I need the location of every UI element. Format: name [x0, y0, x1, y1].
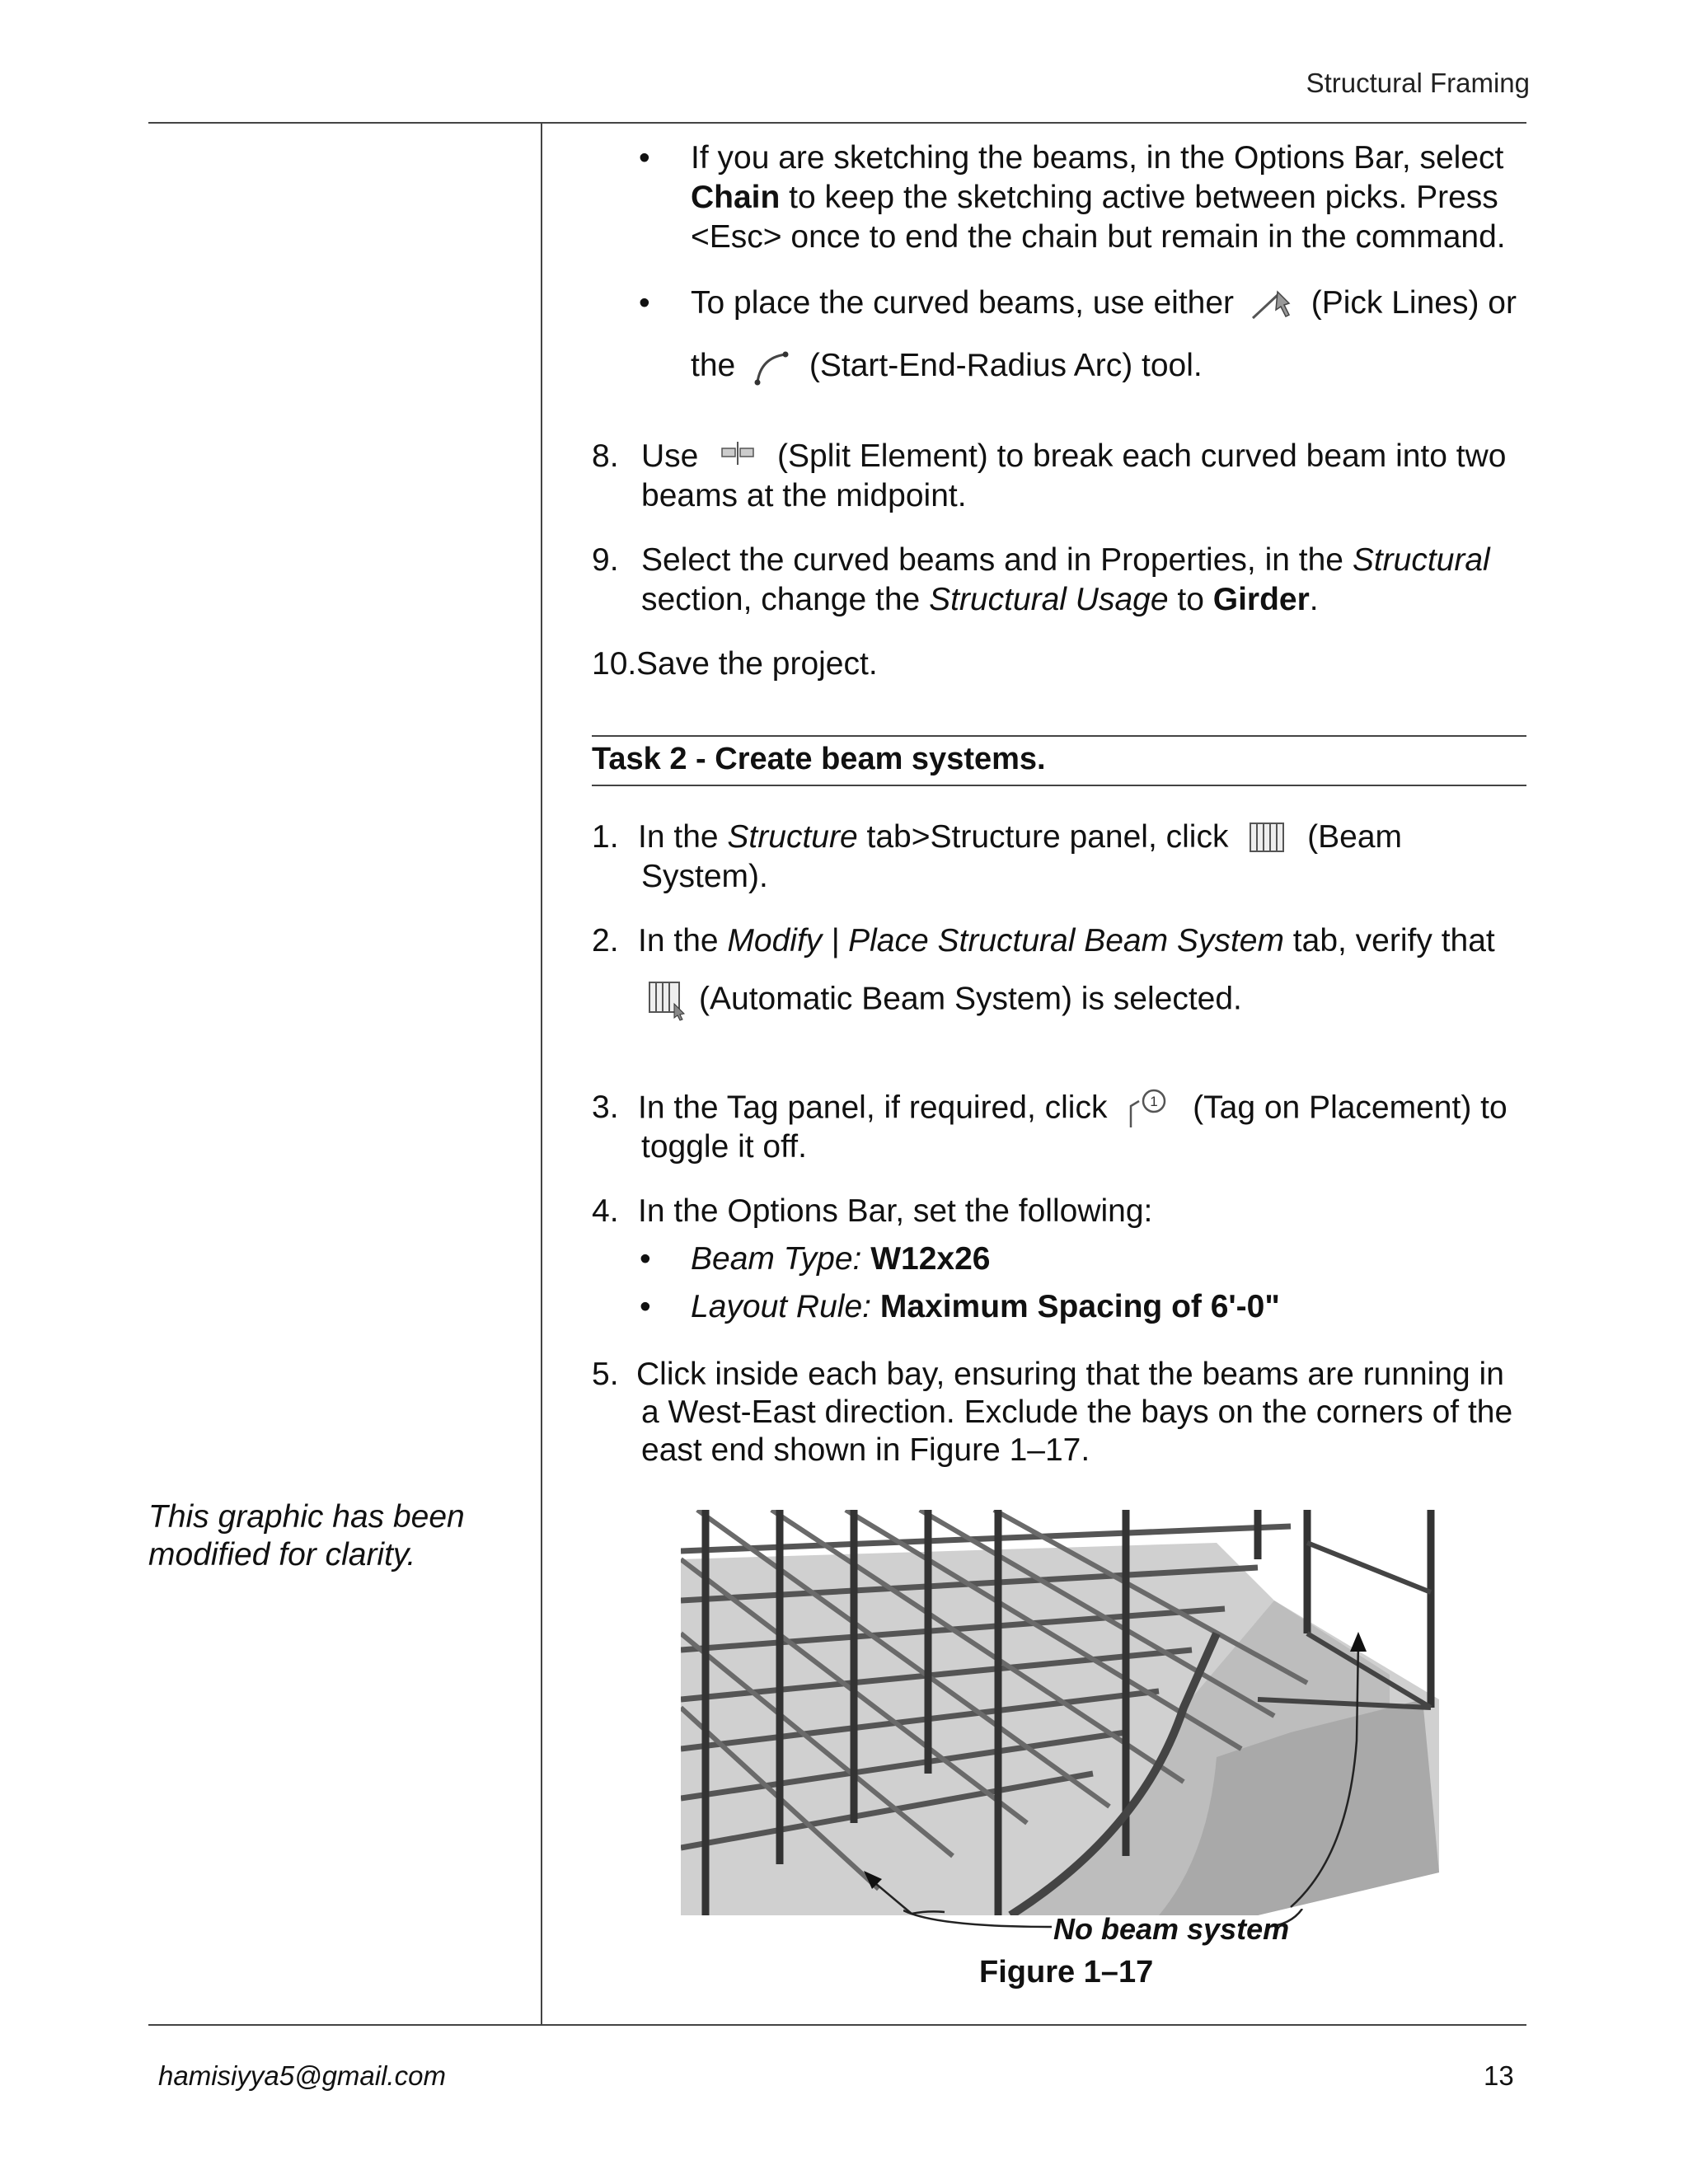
- text-run: In the: [638, 923, 728, 958]
- task-rule-top: [592, 735, 1526, 737]
- text-line: [691, 178, 1531, 218]
- split-element-icon: [714, 440, 762, 476]
- text-line: Click inside each bay, ensuring that the beams are running in: [636, 1357, 1504, 1392]
- text-line: In the Options Bar, set the following:: [638, 1193, 1153, 1229]
- text-line: [638, 1088, 1528, 1131]
- text-line: [638, 921, 1528, 961]
- text-line: east end shown in Figure 1–17.: [641, 1432, 1090, 1468]
- bullet-dot: •: [640, 1289, 651, 1324]
- pick-lines-icon: [1248, 287, 1297, 323]
- text-run: tab, verify that: [1283, 923, 1495, 958]
- italic-term: Structural: [1352, 542, 1490, 578]
- step-number: 5.: [592, 1357, 619, 1392]
- text-run: (Tag on Placement) to: [1193, 1090, 1507, 1126]
- text-line: Save the project.: [636, 646, 878, 682]
- text-run: Select the curved beams and in Properties, in the: [641, 542, 1353, 578]
- text-run: .: [1309, 582, 1319, 617]
- step-number: 10.: [592, 646, 637, 682]
- step-number: 9.: [592, 542, 619, 578]
- beam-system-icon: [1247, 820, 1288, 858]
- header-rule: [148, 122, 1526, 124]
- task-heading: Task 2 - Create beam systems.: [592, 742, 1046, 776]
- text-line: <Esc> once to end the chain but remain in the command.: [691, 219, 1506, 255]
- text-line: [638, 818, 1528, 858]
- side-note: [148, 1498, 465, 1574]
- text-line: If you are sketching the beams, in the Options Bar, select: [691, 140, 1504, 176]
- text-line: [691, 284, 1531, 323]
- text-line: a West-East direction. Exclude the bays on the corners of the: [641, 1394, 1513, 1430]
- option-layout-rule: [691, 1287, 1280, 1327]
- text-line: System).: [641, 859, 768, 894]
- text-line: [641, 437, 1531, 476]
- task-rule-bottom: [592, 785, 1526, 786]
- bullet-text: [691, 138, 1531, 257]
- italic-term: Structural Usage: [929, 582, 1169, 617]
- text-run: to: [1168, 582, 1213, 617]
- figure-label: Figure 1–17: [979, 1955, 1154, 1990]
- text-line: [641, 580, 1531, 620]
- text-run: the: [691, 348, 736, 383]
- bold-term: Chain: [691, 180, 781, 215]
- text-line: toggle it off.: [641, 1129, 807, 1165]
- text-run: (Automatic Beam System) is selected.: [699, 981, 1242, 1017]
- text-run: section, change the: [641, 582, 930, 617]
- step-number: 1.: [592, 819, 619, 855]
- bullet-dot: •: [639, 140, 650, 176]
- text-run: To place the curved beams, use either: [691, 285, 1235, 321]
- text-run: tab>Structure panel, click: [857, 819, 1229, 855]
- text-run: In the: [638, 819, 728, 855]
- column-divider: [541, 122, 542, 2024]
- option-beam-type: [691, 1240, 990, 1279]
- text-line: [691, 346, 1531, 386]
- italic-term: Modify | Place Structural Beam System: [727, 923, 1284, 958]
- text-run: (Split Element) to break each curved beam into two: [777, 438, 1507, 474]
- step-number: 3.: [592, 1090, 619, 1125]
- text-run: to keep the sketching active between picks. Press: [780, 180, 1498, 215]
- bold-term: Girder: [1212, 582, 1310, 617]
- option-label: Layout Rule:: [691, 1289, 871, 1324]
- footer-email: hamisiyya5@gmail.com: [158, 2060, 446, 2091]
- tag-on-placement-icon: [1126, 1088, 1174, 1131]
- callout-leader-left: [903, 1909, 1052, 1933]
- text-run: (Pick Lines) or: [1311, 285, 1517, 321]
- option-label: Beam Type:: [691, 1241, 862, 1277]
- text-run: (Start-End-Radius Arc) tool.: [809, 348, 1203, 383]
- text-run: Use: [641, 438, 699, 474]
- italic-term: Structure: [727, 819, 858, 855]
- automatic-beam-system-icon: [646, 979, 689, 1022]
- text-line: This graphic has been: [148, 1499, 465, 1535]
- option-value: Maximum Spacing of 6'-0": [879, 1289, 1280, 1324]
- text-line: [646, 979, 1520, 1022]
- footer-rule: [148, 2024, 1526, 2026]
- bullet-dot: •: [640, 1241, 651, 1277]
- figure-callout: No beam system: [1053, 1912, 1290, 1946]
- running-header: Structural Framing: [1306, 68, 1530, 98]
- text-line: [641, 541, 1531, 580]
- start-end-radius-arc-icon: [749, 349, 795, 386]
- text-line: beams at the midpoint.: [641, 478, 967, 513]
- text-line: modified for clarity.: [148, 1537, 416, 1572]
- text-run: In the Tag panel, if required, click: [638, 1090, 1108, 1126]
- bullet-dot: •: [639, 285, 650, 321]
- step-number: 8.: [592, 438, 619, 474]
- step-number: 2.: [592, 923, 619, 958]
- step-number: 4.: [592, 1193, 619, 1229]
- svg-text:1: 1: [1150, 1094, 1159, 1109]
- option-value: W12x26: [870, 1241, 991, 1277]
- beam-framing-figure: [681, 1510, 1442, 1915]
- text-run: (Beam: [1307, 819, 1403, 855]
- page-number: 13: [1484, 2060, 1514, 2091]
